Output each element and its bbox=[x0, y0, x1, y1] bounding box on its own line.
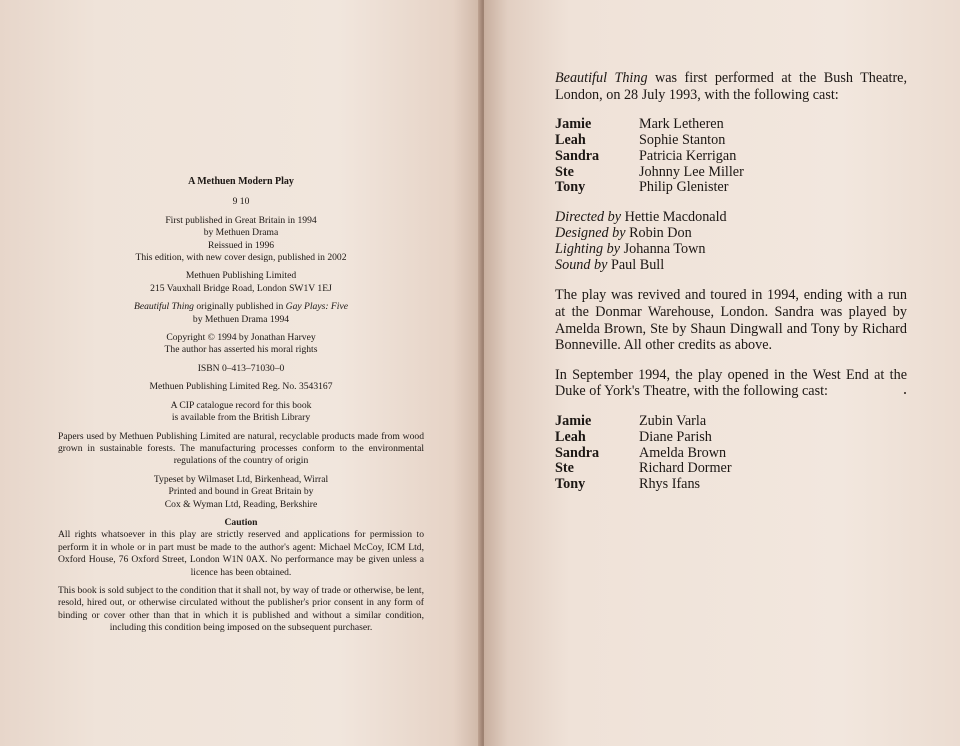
role-name: Tony bbox=[555, 179, 586, 196]
actor-name: Rhys Ifans bbox=[639, 476, 701, 493]
caution-text: All rights whatsoever in this play are strictly reserved and applications for permission to perform it in whole or in part must be made to the author's agent: Michael McCoy, ICM Ltd, Oxford House, 76 Oxford Street, London W1N 0AX. No performance may be given unless a licence has been obtained. bbox=[58, 529, 424, 578]
printing-line: Printed and bound in Great Britain by bbox=[168, 486, 314, 498]
cast-list-1993 bbox=[555, 116, 907, 195]
actor-name: Philip Glenister bbox=[639, 179, 729, 196]
cast-row bbox=[555, 460, 907, 476]
actor-name: Richard Dormer bbox=[639, 460, 732, 477]
role-name: Sandra bbox=[555, 444, 600, 461]
cast-row bbox=[555, 413, 907, 429]
publisher-address bbox=[58, 270, 424, 295]
imprint-block bbox=[58, 176, 424, 641]
intro-text: was first performed at the Bush Theatre, London, on 28 July 1993, with the following cast: bbox=[555, 70, 908, 103]
credit-name: Paul Bull bbox=[607, 256, 665, 273]
credit-line bbox=[555, 257, 907, 273]
credit-label: Lighting by bbox=[555, 240, 621, 257]
role-name: Leah bbox=[555, 428, 586, 445]
role-name: Ste bbox=[555, 460, 574, 477]
west-end-paragraph: In September 1994, the play opened in the West End at the Duke of York's Theatre, with the following cast: bbox=[555, 366, 907, 400]
role-name: Sandra bbox=[555, 147, 600, 164]
role-name: Ste bbox=[555, 163, 574, 180]
publisher-street: 215 Vauxhall Bridge Road, London SW1V 1EJ bbox=[150, 282, 332, 294]
cip-record bbox=[58, 400, 424, 425]
actor-name: Diane Parish bbox=[639, 428, 712, 445]
cast-row bbox=[555, 132, 907, 148]
copyright-notice bbox=[58, 332, 424, 357]
cast-row bbox=[555, 148, 907, 164]
cip-line: A CIP catalogue record for this book bbox=[170, 399, 312, 411]
pub-history-line: Reissued in 1996 bbox=[207, 239, 275, 251]
credit-name: Hettie Macdonald bbox=[621, 209, 727, 226]
cast-block bbox=[555, 70, 907, 506]
actor-name: Mark Letheren bbox=[639, 116, 724, 133]
actor-name: Patricia Kerrigan bbox=[639, 147, 737, 164]
revival-paragraph: The play was revived and toured in 1994, ending with a run at the Donmar Warehouse, London. Sandra was played by Amelda Brown, Ste by Shaun Dingwall and Tony by Richard Bonneville. All other credits as above. bbox=[555, 287, 907, 354]
credit-line bbox=[555, 241, 907, 257]
play-title: Beautiful Thing bbox=[134, 301, 194, 313]
actor-name: Sophie Stanton bbox=[639, 131, 726, 148]
series-title: A Methuen Modern Play bbox=[188, 176, 294, 187]
pub-history-line: by Methuen Drama bbox=[203, 227, 279, 239]
paper-note: Papers used by Methuen Publishing Limited are natural, recyclable products made from wood grown in sustainable forests. The manufacturing processes conform to the environmental regulations of the country of origin bbox=[58, 430, 424, 467]
cast-row bbox=[555, 179, 907, 195]
impression-numbers: 9 10 bbox=[232, 196, 250, 208]
publisher-name: Methuen Publishing Limited bbox=[185, 270, 297, 282]
play-title: Beautiful Thing bbox=[555, 70, 648, 86]
collection-title: Gay Plays: Five bbox=[285, 301, 348, 313]
cast-row bbox=[555, 164, 907, 180]
original-publication bbox=[58, 301, 424, 326]
print-speck bbox=[904, 392, 906, 394]
credit-label: Sound by bbox=[555, 256, 608, 273]
credit-line bbox=[555, 209, 907, 225]
pub-history-line: First published in Great Britain in 1994 bbox=[165, 214, 317, 226]
typeset-printing bbox=[58, 474, 424, 511]
moral-rights-line: The author has asserted his moral rights bbox=[164, 344, 318, 356]
actor-name: Amelda Brown bbox=[639, 444, 727, 461]
cast-row bbox=[555, 445, 907, 461]
credit-name: Robin Don bbox=[625, 224, 692, 241]
typeset-line: Typeset by Wilmaset Ltd, Birkenhead, Wirral bbox=[153, 473, 329, 485]
actor-name: Zubin Varla bbox=[639, 412, 707, 429]
pub-history-line: This edition, with new cover design, published in 2002 bbox=[135, 252, 347, 264]
role-name: Jamie bbox=[555, 412, 592, 429]
role-name: Jamie bbox=[555, 116, 592, 133]
actor-name: Johnny Lee Miller bbox=[639, 163, 744, 180]
publication-history bbox=[58, 215, 424, 265]
credit-label: Directed by bbox=[555, 209, 622, 226]
role-name: Leah bbox=[555, 131, 586, 148]
credit-line bbox=[555, 225, 907, 241]
isbn: ISBN 0–413–71030–0 bbox=[197, 362, 285, 374]
cast-row bbox=[555, 429, 907, 445]
first-performance-intro bbox=[555, 70, 907, 103]
original-pub-text: originally published in bbox=[193, 301, 286, 313]
credit-name: Johanna Town bbox=[620, 240, 706, 257]
registration-number: Methuen Publishing Limited Reg. No. 3543167 bbox=[149, 381, 333, 393]
copyright-line: Copyright © 1994 by Jonathan Harvey bbox=[166, 332, 316, 344]
cast-row bbox=[555, 476, 907, 492]
original-pub-line2: by Methuen Drama 1994 bbox=[192, 313, 290, 325]
cip-line: is available from the British Library bbox=[171, 412, 311, 424]
printer-line: Cox & Wyman Ltd, Reading, Berkshire bbox=[164, 498, 318, 510]
cast-row bbox=[555, 116, 907, 132]
cast-list-west-end bbox=[555, 413, 907, 492]
cast-page bbox=[484, 0, 960, 746]
credit-label: Designed by bbox=[555, 224, 626, 241]
role-name: Tony bbox=[555, 476, 586, 493]
caution-heading: Caution bbox=[224, 516, 258, 528]
production-credits bbox=[555, 209, 907, 272]
sale-condition: This book is sold subject to the condition that it shall not, by way of trade or otherwise, be lent, resold, hired out, or otherwise circulated without the publisher's prior consent in any form of binding or cover other than that in which it is published and without a similar condition, including this condition being imposed on the subsequent purchaser. bbox=[58, 584, 424, 634]
